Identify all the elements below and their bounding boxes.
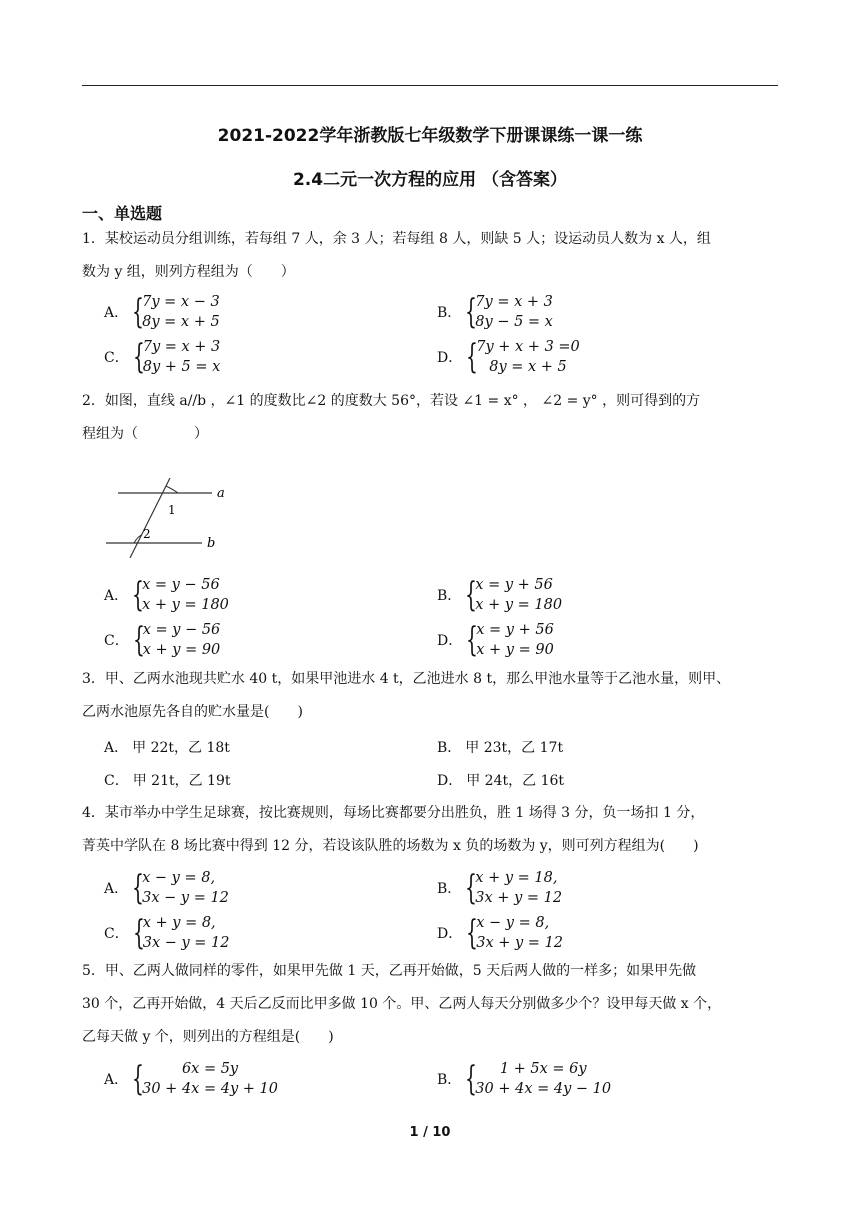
question-2-line2: 程组为（ ） — [82, 426, 208, 442]
equation: x = y + 56 — [476, 622, 554, 638]
option-label: B． — [437, 1072, 462, 1088]
option-text: 甲 22t，乙 18t — [132, 740, 230, 756]
question-4-line2: 菁英中学队在 8 场比赛中得到 12 分，若设该队胜的场数为 x 负的场数为 y，则可列方程组为( ) — [82, 838, 699, 854]
option-label: A． — [104, 1072, 129, 1088]
question-5-line1: 5．甲、乙两人做同样的零件，如果甲先做 1 天，乙再开始做，5 天后两人做的一样多；如果甲先做 — [82, 963, 697, 979]
transversal-line — [130, 478, 170, 558]
question-3-line1: 3．甲、乙两水池现共贮水 40 t，如果甲池进水 4 t，乙池进水 8 t，那么甲池水量等于乙池水量，则甲、 — [82, 671, 731, 687]
equation: x = y − 56 — [142, 622, 221, 638]
equation: x + y = 8, — [142, 915, 216, 931]
equation: 7y = x + 3 — [475, 294, 553, 310]
question-4-line1: 4．某市举办中学生足球赛，按比赛规则，每场比赛都要分出胜负，胜 1 场得 3 分，负一场扣 1 分， — [82, 805, 705, 821]
option-label: D． — [437, 350, 463, 366]
section-heading: 一、单选题 — [82, 204, 163, 223]
equation: x + y = 90 — [476, 642, 554, 658]
equation: 8y = x + 5 — [489, 359, 567, 375]
equation: 3x + y = 12 — [475, 890, 563, 906]
option-label: A． — [104, 305, 129, 321]
equation: 3x + y = 12 — [476, 935, 564, 951]
question-3-line2: 乙两水池原先各自的贮水量是( ) — [82, 704, 303, 720]
question-1-line2: 数为 y 组，则列方程组为（ ） — [82, 264, 295, 280]
q2-option-b[interactable]: B． { x = y + 56 x + y = 180 — [437, 575, 563, 615]
q4-option-a[interactable]: A． { x − y = 8, 3x − y = 12 — [104, 868, 229, 908]
equation: 6x = 5y — [181, 1061, 239, 1077]
q5-option-a[interactable]: A． { 6x = 5y 30 + 4x = 4y + 10 — [104, 1059, 278, 1099]
option-label: C． — [104, 926, 129, 942]
q1-option-b[interactable]: B． { 7y = x + 3 8y − 5 = x — [437, 292, 553, 332]
option-label: B． — [437, 588, 462, 604]
option-label: B． — [437, 740, 462, 756]
question-3 — [82, 663, 782, 729]
question-2-line1: 2．如图，直线 a//b ，∠1 的度数比∠2 的度数大 56°，若设 ∠1 = x° ， ∠2 = y° ，则可得到的方 — [82, 393, 701, 409]
option-label: B． — [437, 881, 462, 897]
q2-option-d[interactable]: D． { x = y + 56 x + y = 90 — [437, 620, 554, 660]
option-label: D． — [437, 773, 463, 789]
equation: x + y = 18, — [475, 870, 558, 886]
q4-option-d[interactable]: D． { x − y = 8, 3x + y = 12 — [437, 913, 564, 953]
question-1-line1: 1．某校运动员分组训练，若每组 7 人，余 3 人；若每组 8 人，则缺 5 人；设运动员人数为 x 人，组 — [82, 231, 711, 247]
q3-option-b[interactable] — [437, 737, 563, 757]
question-1 — [82, 223, 782, 289]
equation: 8y = x + 5 — [142, 314, 220, 330]
equation: x + y = 180 — [475, 597, 563, 613]
q1-option-c[interactable]: C． { 7y = x + 3 8y + 5 = x — [104, 337, 221, 377]
option-label: C． — [104, 350, 129, 366]
option-text: 甲 21t，乙 19t — [132, 773, 231, 789]
option-label: A． — [104, 881, 129, 897]
equation: 30 + 4x = 4y − 10 — [475, 1081, 612, 1097]
option-label: A． — [104, 740, 129, 756]
equation: 7y = x − 3 — [142, 294, 220, 310]
label-a: a — [217, 486, 225, 501]
q4-option-c[interactable]: C． { x + y = 8, 3x − y = 12 — [104, 913, 230, 953]
angle-1-arc — [166, 486, 178, 493]
label-angle-2: 2 — [143, 527, 151, 541]
question-5 — [82, 955, 782, 1054]
q4-option-b[interactable]: B． { x + y = 18, 3x + y = 12 — [437, 868, 563, 908]
question-5-line2: 30 个，乙再开始做，4 天后乙反而比甲多做 10 个。甲、乙两人每天分别做多少个？设甲每天做 x 个， — [82, 996, 722, 1012]
option-label: D． — [437, 926, 463, 942]
document-subtitle: 2.4二元一次方程的应用 （含答案） — [292, 170, 568, 190]
equation: 8y − 5 = x — [475, 314, 553, 330]
q2-option-a[interactable]: A． { x = y − 56 x + y = 180 — [104, 575, 229, 615]
equation: 30 + 4x = 4y + 10 — [142, 1081, 278, 1097]
equation: x + y = 180 — [142, 597, 229, 613]
option-label: C． — [104, 633, 129, 649]
header-rule — [82, 85, 778, 86]
q2-option-c[interactable]: C． { x = y − 56 x + y = 90 — [104, 620, 221, 660]
label-b: b — [207, 536, 216, 551]
q3-option-d[interactable] — [437, 770, 564, 790]
option-label: C． — [104, 773, 129, 789]
page-number: 1 / 10 — [409, 1125, 451, 1140]
equation: 7y = x + 3 — [142, 339, 221, 355]
question-2 — [82, 385, 782, 451]
question-5-line3: 乙每天做 y 个，则列出的方程组是( ) — [82, 1029, 334, 1045]
equation: x = y + 56 — [475, 577, 553, 593]
equation: x − y = 8, — [142, 870, 216, 886]
q5-option-b[interactable]: B． { 1 + 5x = 6y 30 + 4x = 4y − 10 — [437, 1059, 612, 1099]
equation: x − y = 8, — [476, 915, 550, 931]
option-text: 甲 23t，乙 17t — [465, 740, 564, 756]
equation: 7y + x + 3 =0 — [476, 339, 580, 355]
option-label: D． — [437, 633, 463, 649]
q1-option-d[interactable]: D． { 7y + x + 3 =0 8y = x + 5 — [437, 337, 580, 377]
question-4 — [82, 797, 782, 863]
equation: x + y = 90 — [142, 642, 221, 658]
q3-option-c[interactable] — [104, 770, 231, 790]
q1-option-a[interactable]: A． { 7y = x − 3 8y = x + 5 — [104, 292, 220, 332]
equation: 3x − y = 12 — [142, 935, 230, 951]
equation: 3x − y = 12 — [142, 890, 229, 906]
document-title: 2021-2022学年浙教版七年级数学下册课课练一课一练 — [217, 126, 643, 146]
option-label: A． — [104, 588, 129, 604]
equation: 8y + 5 = x — [142, 359, 221, 375]
equation: 1 + 5x = 6y — [499, 1061, 587, 1077]
label-angle-1: 1 — [168, 503, 176, 517]
equation: x = y − 56 — [142, 577, 220, 593]
parallel-lines-figure — [100, 478, 240, 558]
q3-option-a[interactable] — [104, 737, 230, 757]
option-text: 甲 24t，乙 16t — [466, 773, 565, 789]
option-label: B． — [437, 305, 462, 321]
